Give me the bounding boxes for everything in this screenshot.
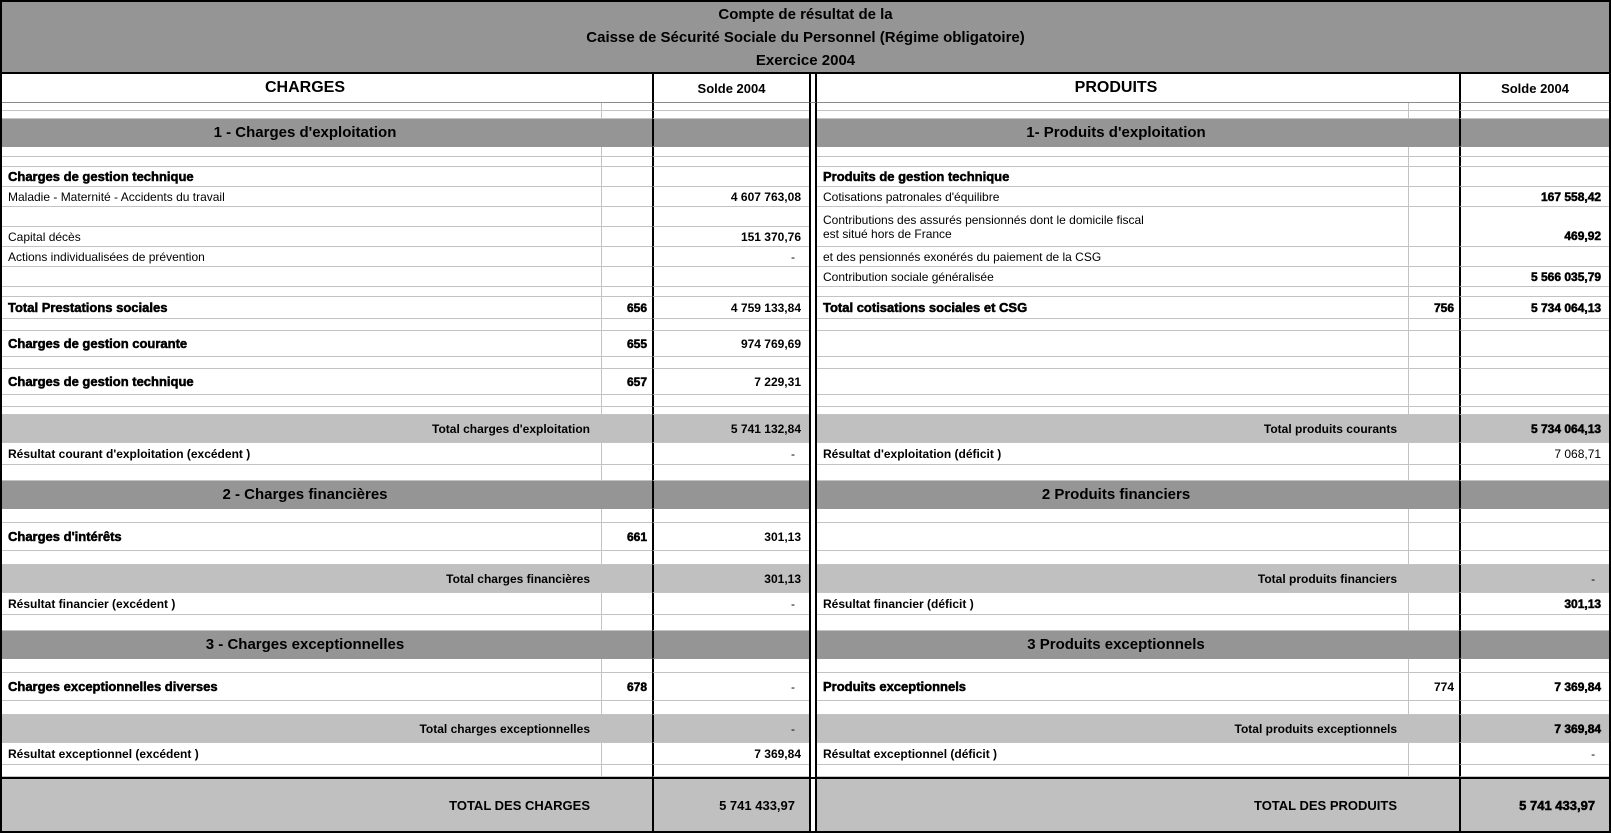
total-charges-exploitation-label: Total charges d'exploitation [2, 415, 652, 443]
produits-column-header: PRODUITS [817, 74, 1459, 103]
charges-exceptionnelles-label: Charges exceptionnelles diverses [2, 673, 602, 701]
middle-divider [809, 74, 817, 103]
maladie-label: Maladie - Maternité - Accidents du travail [2, 187, 602, 207]
maladie-value: 4 607 763,08 [652, 187, 809, 207]
grand-total-row [2, 777, 1609, 831]
total-charges-exceptionnelles-label: Total charges exceptionnelles [2, 715, 652, 743]
capital-deces-value: 151 370,76 [652, 227, 809, 247]
middle-divider [809, 659, 817, 673]
total-charges-exploitation-value: 5 741 132,84 [652, 415, 809, 443]
charges-interets-code: 661 [602, 523, 652, 551]
table-row [2, 673, 1609, 701]
subtotal-row [2, 565, 1609, 593]
total-prestations-value: 4 759 133,84 [652, 297, 809, 319]
table-row [2, 247, 1609, 267]
table-row [2, 443, 1609, 465]
produits-exceptionnels-value: 7 369,84 [1459, 673, 1609, 701]
middle-divider [809, 369, 817, 395]
total-produits-courants-value: 5 734 064,13 [1459, 415, 1609, 443]
contributions-value: 469,92 [1459, 207, 1609, 247]
middle-divider [809, 443, 817, 465]
actions-prevention-label: Actions individualisées de prévention [2, 247, 602, 267]
income-statement-table [2, 2, 1609, 831]
gestion-courante-label: Charges de gestion courante [2, 331, 602, 357]
total-produits-exceptionnels-value: 7 369,84 [1459, 715, 1609, 743]
resultat-exceptionnel-excedent-label: Résultat exceptionnel (excédent ) [2, 743, 602, 765]
table-row [2, 267, 1609, 287]
middle-divider [809, 395, 817, 407]
actions-prevention-value: - [652, 247, 809, 267]
middle-divider [809, 227, 817, 247]
middle-divider [809, 673, 817, 701]
total-prestations-code: 656 [602, 297, 652, 319]
document-title [2, 2, 1609, 74]
resultat-courant-value: - [652, 443, 809, 465]
middle-divider [809, 415, 817, 443]
total-produits-exceptionnels-label: Total produits exceptionnels [817, 715, 1459, 743]
title-row [2, 2, 1609, 74]
total-charges-financieres-label: Total charges financières [2, 565, 652, 593]
subtotal-row [2, 415, 1609, 443]
charges-column-header: CHARGES [2, 74, 652, 103]
table-row [2, 167, 1609, 187]
middle-divider [809, 765, 817, 777]
resultat-financier-excedent-value: - [652, 593, 809, 615]
empty-cell [2, 103, 602, 111]
table-row [2, 207, 1609, 227]
resultat-exploitation-label: Résultat d'exploitation (déficit ) [817, 443, 1409, 465]
resultat-financier-excedent-label: Résultat financier (excédent ) [2, 593, 602, 615]
table-row [2, 593, 1609, 615]
contributions-label: Contributions des assurés pensionnés dont le domicile fiscal est situé hors de France [817, 207, 1409, 247]
produits-gestion-technique-header: Produits de gestion technique [817, 167, 1409, 187]
produits-exceptionnels-code: 774 [1409, 673, 1459, 701]
table-row [2, 743, 1609, 765]
charges-interets-value: 301,13 [652, 523, 809, 551]
total-cotisations-label: Total cotisations sociales et CSG [817, 297, 1409, 319]
total-produits-financiers-label: Total produits financiers [817, 565, 1459, 593]
produits-exceptionnels-label: Produits exceptionnels [817, 673, 1409, 701]
total-produits-financiers-value: - [1459, 565, 1609, 593]
title-line-3: Exercice 2004 [755, 51, 856, 69]
middle-divider [809, 743, 817, 765]
resultat-exceptionnel-deficit-label: Résultat exceptionnel (déficit ) [817, 743, 1409, 765]
cotisations-patronales-label: Cotisations patronales d'équilibre [817, 187, 1409, 207]
cotisations-patronales-value: 167 558,42 [1459, 187, 1609, 207]
middle-divider [809, 701, 817, 715]
middle-divider [809, 207, 817, 227]
table-row [2, 297, 1609, 319]
middle-divider [809, 319, 817, 331]
resultat-financier-deficit-label: Résultat financier (déficit ) [817, 593, 1409, 615]
table-row [2, 369, 1609, 395]
resultat-exceptionnel-excedent-value: 7 369,84 [652, 743, 809, 765]
middle-divider [809, 509, 817, 523]
charges-gestion-technique-header: Charges de gestion technique [2, 167, 602, 187]
total-des-charges-label: TOTAL DES CHARGES [2, 777, 652, 831]
subtotal-row [2, 715, 1609, 743]
middle-divider [809, 615, 817, 631]
title-line-1: Compte de résultat de la [718, 5, 893, 23]
middle-divider [809, 565, 817, 593]
middle-divider [809, 331, 817, 357]
middle-divider [809, 593, 817, 615]
middle-divider [809, 357, 817, 369]
charges-exceptionnelles-code: 678 [602, 673, 652, 701]
middle-divider [809, 715, 817, 743]
middle-divider [809, 247, 817, 267]
total-cotisations-value: 5 734 064,13 [1459, 297, 1609, 319]
table-row [2, 331, 1609, 357]
middle-divider [809, 187, 817, 207]
gestion-technique2-code: 657 [602, 369, 652, 395]
table-row [2, 523, 1609, 551]
section-1-band [2, 119, 1609, 147]
middle-divider [809, 287, 817, 297]
total-des-produits-label: TOTAL DES PRODUITS [817, 777, 1459, 831]
section-3-produits-title: 3 Produits exceptionnels [817, 631, 1459, 659]
middle-divider [809, 481, 817, 509]
section-1-produits-title: 1- Produits d'exploitation [817, 119, 1459, 147]
column-header-row [2, 74, 1609, 103]
resultat-courant-label: Résultat courant d'exploitation (excédent ) [2, 443, 602, 465]
middle-divider [809, 147, 817, 157]
table-row [2, 187, 1609, 207]
total-cotisations-code: 756 [1409, 297, 1459, 319]
middle-divider [809, 465, 817, 481]
section-2-produits-title: 2 Produits financiers [817, 481, 1459, 509]
gestion-technique2-label: Charges de gestion technique [2, 369, 602, 395]
title-line-2: Caisse de Sécurité Sociale du Personnel (Régime obligatoire) [586, 28, 1025, 46]
total-charges-financieres-value: 301,13 [652, 565, 809, 593]
csg-label: Contribution sociale généralisée [817, 267, 1409, 287]
middle-divider [809, 103, 817, 111]
section-1-charges-title: 1 - Charges d'exploitation [2, 119, 652, 147]
pensionnes-exoneres-label: et des pensionnés exonérés du paiement de la CSG [817, 247, 1409, 267]
total-des-produits-value: 5 741 433,97 [1459, 777, 1609, 831]
charges-exceptionnelles-value: - [652, 673, 809, 701]
middle-divider [809, 297, 817, 319]
section-3-band [2, 631, 1609, 659]
section-2-band [2, 481, 1609, 509]
total-charges-exceptionnelles-value: - [652, 715, 809, 743]
resultat-exceptionnel-deficit-value: - [1459, 743, 1609, 765]
produits-solde-header: Solde 2004 [1459, 74, 1609, 103]
middle-divider [809, 111, 817, 119]
middle-divider [809, 119, 817, 147]
middle-divider [809, 777, 817, 831]
capital-deces-label: Capital décès [2, 227, 602, 247]
gestion-courante-code: 655 [602, 331, 652, 357]
middle-divider [809, 157, 817, 167]
section-2-charges-title: 2 - Charges financières [2, 481, 652, 509]
middle-divider [809, 167, 817, 187]
total-produits-courants-label: Total produits courants [817, 415, 1459, 443]
middle-divider [809, 631, 817, 659]
total-prestations-label: Total Prestations sociales [2, 297, 602, 319]
middle-divider [809, 267, 817, 287]
middle-divider [809, 551, 817, 565]
gestion-courante-value: 974 769,69 [652, 331, 809, 357]
charges-interets-label: Charges d'intérêts [2, 523, 602, 551]
charges-solde-header: Solde 2004 [652, 74, 809, 103]
total-des-charges-value: 5 741 433,97 [652, 777, 809, 831]
middle-divider [809, 523, 817, 551]
gestion-technique2-value: 7 229,31 [652, 369, 809, 395]
resultat-financier-deficit-value: 301,13 [1459, 593, 1609, 615]
csg-value: 5 566 035,79 [1459, 267, 1609, 287]
resultat-exploitation-value: 7 068,71 [1459, 443, 1609, 465]
middle-divider [809, 407, 817, 415]
section-3-charges-title: 3 - Charges exceptionnelles [2, 631, 652, 659]
